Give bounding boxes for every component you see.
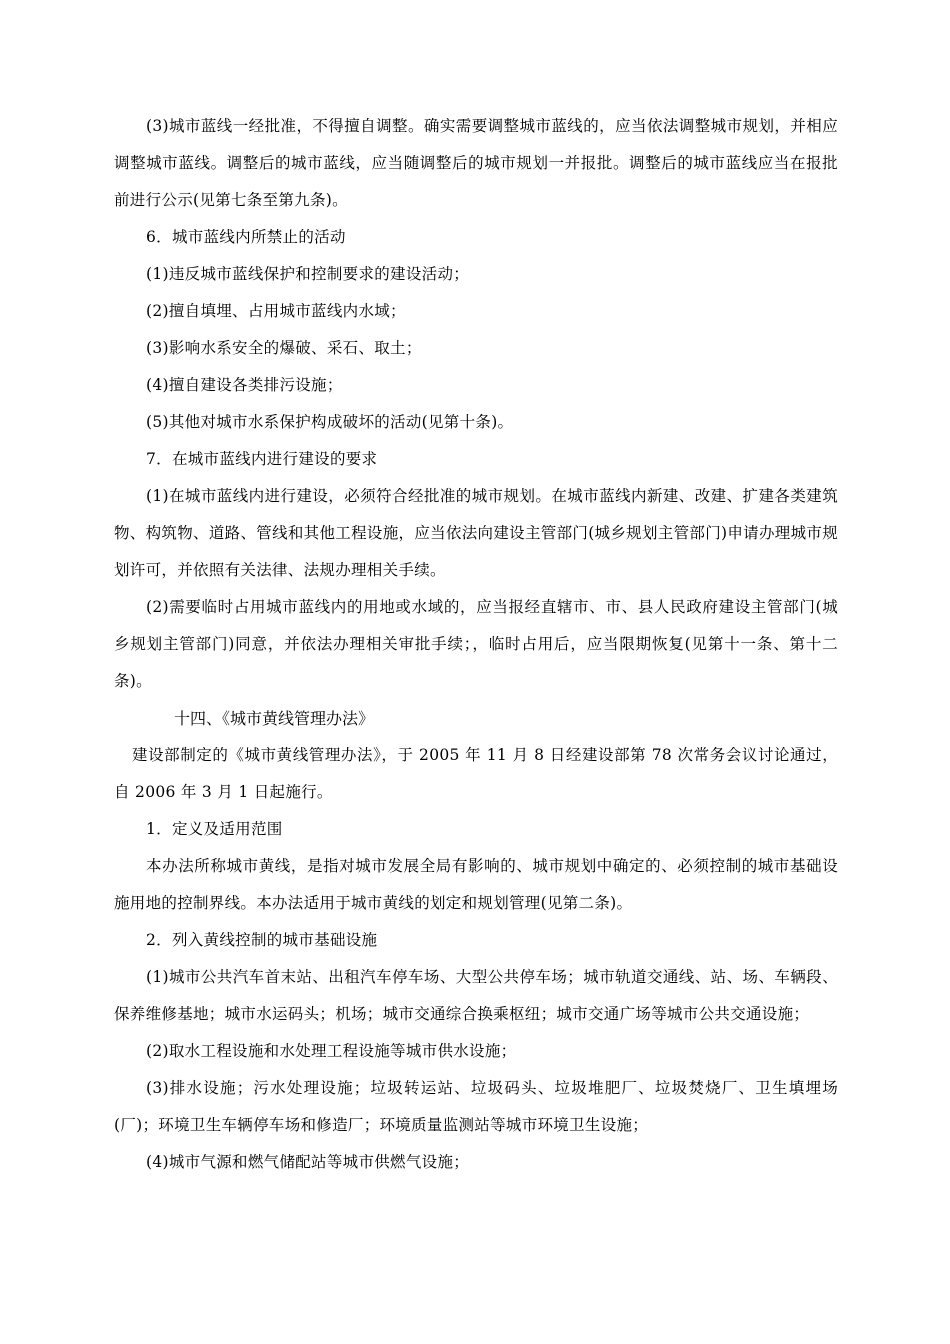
list-item-prohibited-2: (2)擅自填埋、占用城市蓝线内水域； bbox=[146, 302, 406, 320]
section-heading-construction-requirements: 7．在城市蓝线内进行建设的要求 bbox=[146, 450, 378, 468]
paragraph-construction-requirement-2: (2)需要临时占用城市蓝线内的用地或水域的，应当报经直辖市、市、县人民政府建设主管部门(城乡规划主管部门)同意，并依法办理相关审批手续；，临时占用后，应当限期恢复(见第十一条、第十二条)。 bbox=[114, 598, 838, 690]
section-heading-infrastructure-list: 2．列入黄线控制的城市基础设施 bbox=[146, 931, 378, 949]
list-item-prohibited-3: (3)影响水系安全的爆破、采石、取土； bbox=[146, 339, 422, 357]
list-item-infrastructure-4: (4)城市气源和燃气储配站等城市供燃气设施； bbox=[146, 1153, 470, 1171]
section-heading-definition-scope: 1．定义及适用范围 bbox=[146, 820, 283, 838]
list-item-infrastructure-3: (3)排水设施；污水处理设施；垃圾转运站、垃圾码头、垃圾堆肥厂、垃圾焚烧厂、卫生填埋场(厂)；环境卫生车辆停车场和修造厂；环境质量监测站等城市环境卫生设施； bbox=[114, 1079, 838, 1134]
list-item-prohibited-1: (1)违反城市蓝线保护和控制要求的建设活动； bbox=[146, 265, 470, 283]
paragraph-yellow-line-intro: 建设部制定的《城市黄线管理办法》，于 2005 年 11 月 8 日经建设部第 78 次常务会议讨论通过，自 2006 年 3 月 1 日起施行。 bbox=[114, 746, 838, 801]
paragraph-definition: 本办法所称城市黄线，是指对城市发展全局有影响的、城市规划中确定的、必须控制的城市基础设施用地的控制界线。本办法适用于城市黄线的划定和规划管理(见第二条)。 bbox=[114, 857, 838, 912]
section-heading-prohibited-activities: 6．城市蓝线内所禁止的活动 bbox=[146, 228, 346, 246]
paragraph-construction-requirement-1: (1)在城市蓝线内进行建设，必须符合经批准的城市规划。在城市蓝线内新建、改建、扩建各类建筑物、构筑物、道路、管线和其他工程设施，应当依法向建设主管部门(城乡规划主管部门)申请办理城市规划许可，并依照有关法律、法规办理相关手续。 bbox=[114, 487, 838, 579]
document-body bbox=[114, 108, 838, 1181]
paragraph-blue-line-adjustment: (3)城市蓝线一经批准，不得擅自调整。确实需要调整城市蓝线的，应当依法调整城市规划，并相应调整城市蓝线。调整后的城市蓝线，应当随调整后的城市规划一并报批。调整后的城市蓝线应当在报批前进行公示(见第七条至第九条)。 bbox=[114, 117, 838, 209]
list-item-prohibited-5: (5)其他对城市水系保护构成破坏的活动(见第十条)。 bbox=[146, 413, 514, 431]
list-item-infrastructure-2: (2)取水工程设施和水处理工程设施等城市供水设施； bbox=[146, 1042, 517, 1060]
list-item-prohibited-4: (4)擅自建设各类排污设施； bbox=[146, 376, 343, 394]
list-item-infrastructure-1: (1)城市公共汽车首末站、出租汽车停车场、大型公共停车场；城市轨道交通线、站、场、车辆段、保养维修基地；城市水运码头；机场；城市交通综合换乘枢纽；城市交通广场等城市公共交通设施； bbox=[114, 968, 838, 1023]
chapter-heading-yellow-line: 十四、《城市黄线管理办法》 bbox=[174, 709, 375, 728]
